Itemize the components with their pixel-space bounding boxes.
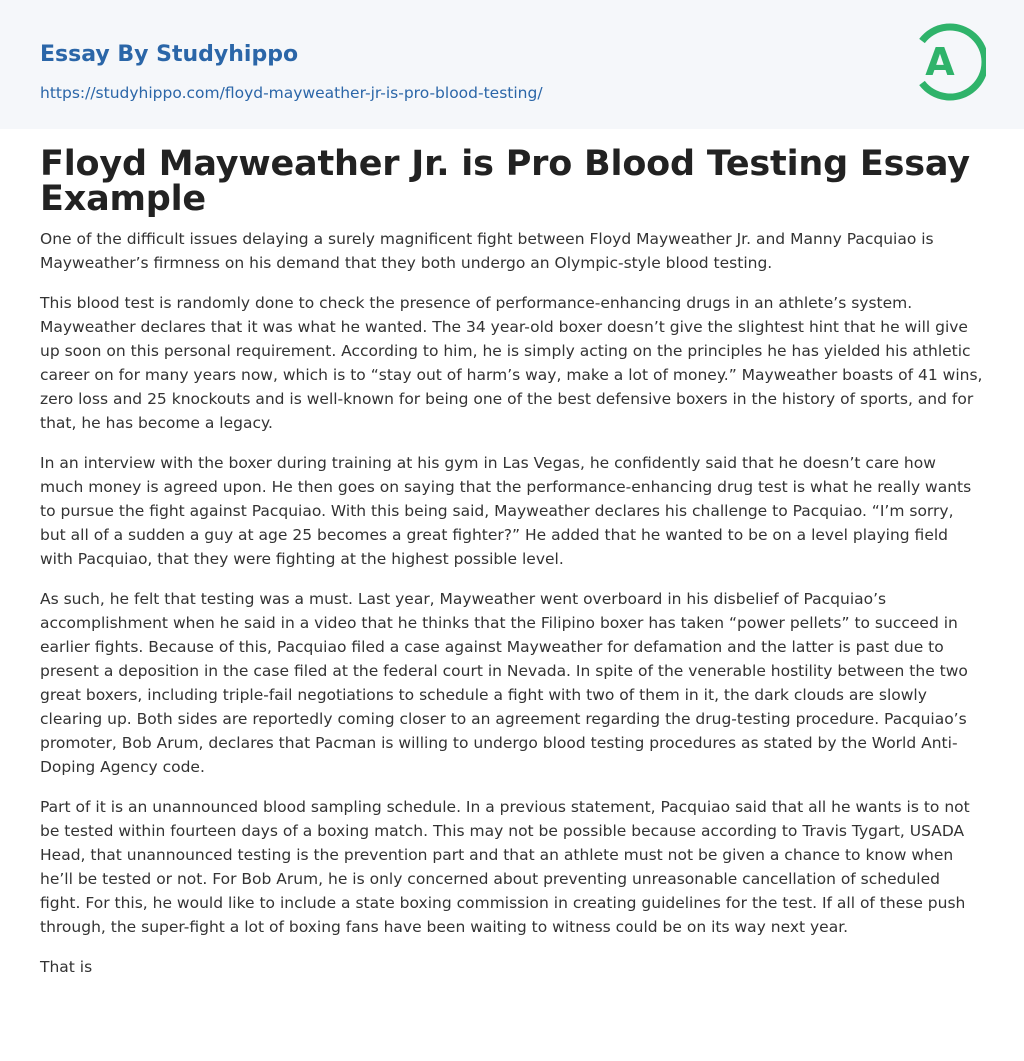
logo-letter: A bbox=[925, 40, 955, 84]
page-title: Floyd Mayweather Jr. is Pro Blood Testing Essay Example bbox=[40, 144, 970, 219]
site-header bbox=[0, 0, 1024, 129]
article-paragraph: That is bbox=[40, 958, 93, 976]
letter-a-in-green-ring-icon[interactable] bbox=[912, 19, 986, 105]
article-paragraph: One of the difficult issues delaying a surely magnificent fight between Floyd Mayweather Jr. and Manny Pacquiao is Mayweather’s firmness on his demand that they both undergo an Olympic-style blood testing. bbox=[40, 230, 934, 272]
article-paragraph: Part of it is an unannounced blood sampling schedule. In a previous statement, Pacquiao said that all he wants is to not be tested within fourteen days of a boxing match. This may not be possible because according to Travis Tygart, USADA Head, that unannounced testing is the prevention part and that an athlete must not be given a chance to know when he’ll be tested or not. For Bob Arum, he is only concerned about preventing unreasonable cancellation of scheduled fight. For this, he would like to include a state boxing commission in creating guidelines for the test. If all of these push through, the super-fight a lot of boxing fans have been waiting to witness could be on its way next year. bbox=[40, 798, 970, 936]
article bbox=[0, 129, 1024, 979]
article-paragraph: As such, he felt that testing was a must. Last year, Mayweather went overboard in his disbelief of Pacquiao’s accomplishment when he said in a video that he thinks that the Filipino boxer has taken “power pellets” to succeed in earlier fights. Because of this, Pacquiao filed a case against Mayweather for defamation and the latter is past due to present a deposition in the case filed at the federal court in Nevada. In spite of the venerable hostility between the two great boxers, including triple-fail negotiations to schedule a fight with two of them in it, the dark clouds are slowly clearing up. Both sides are reportedly coming closer to an agreement regarding the drug-testing procedure. Pacquiao’s promoter, Bob Arum, declares that Pacman is willing to undergo blood testing procedures as stated by the World Anti-Doping Agency code. bbox=[40, 590, 968, 776]
article-paragraph: In an interview with the boxer during training at his gym in Las Vegas, he confidently said that he doesn’t care how much money is agreed upon. He then goes on saying that the performance-enhancing drug test is what he really wants to pursue the fight against Pacquiao. With this being said, Mayweather declares his challenge to Pacquiao. “I’m sorry, but all of a sudden a guy at age 25 becomes a great fighter?” He added that he wanted to be on a level playing field with Pacquiao, that they were fighting at the highest possible level. bbox=[40, 454, 972, 568]
page-url-link[interactable]: https://studyhippo.com/floyd-mayweather-jr-is-pro-blood-testing/ bbox=[40, 84, 543, 102]
article-paragraph: This blood test is randomly done to check the presence of performance-enhancing drugs in an athlete’s system. Mayweather declares that it was what he wanted. The 34 year-old boxer doesn’t give the slightest hint that he will give up soon on this personal requirement. According to him, he is simply acting on the principles he has yielded his athletic career on for many years now, which is to “stay out of harm’s way, make a lot of money.” Mayweather boasts of 41 wins, zero loss and 25 knockouts and is well-known for being one of the best defensive boxers in the history of sports, and for that, he has become a legacy. bbox=[40, 294, 983, 432]
site-brand[interactable]: Essay By Studyhippo bbox=[40, 42, 299, 67]
